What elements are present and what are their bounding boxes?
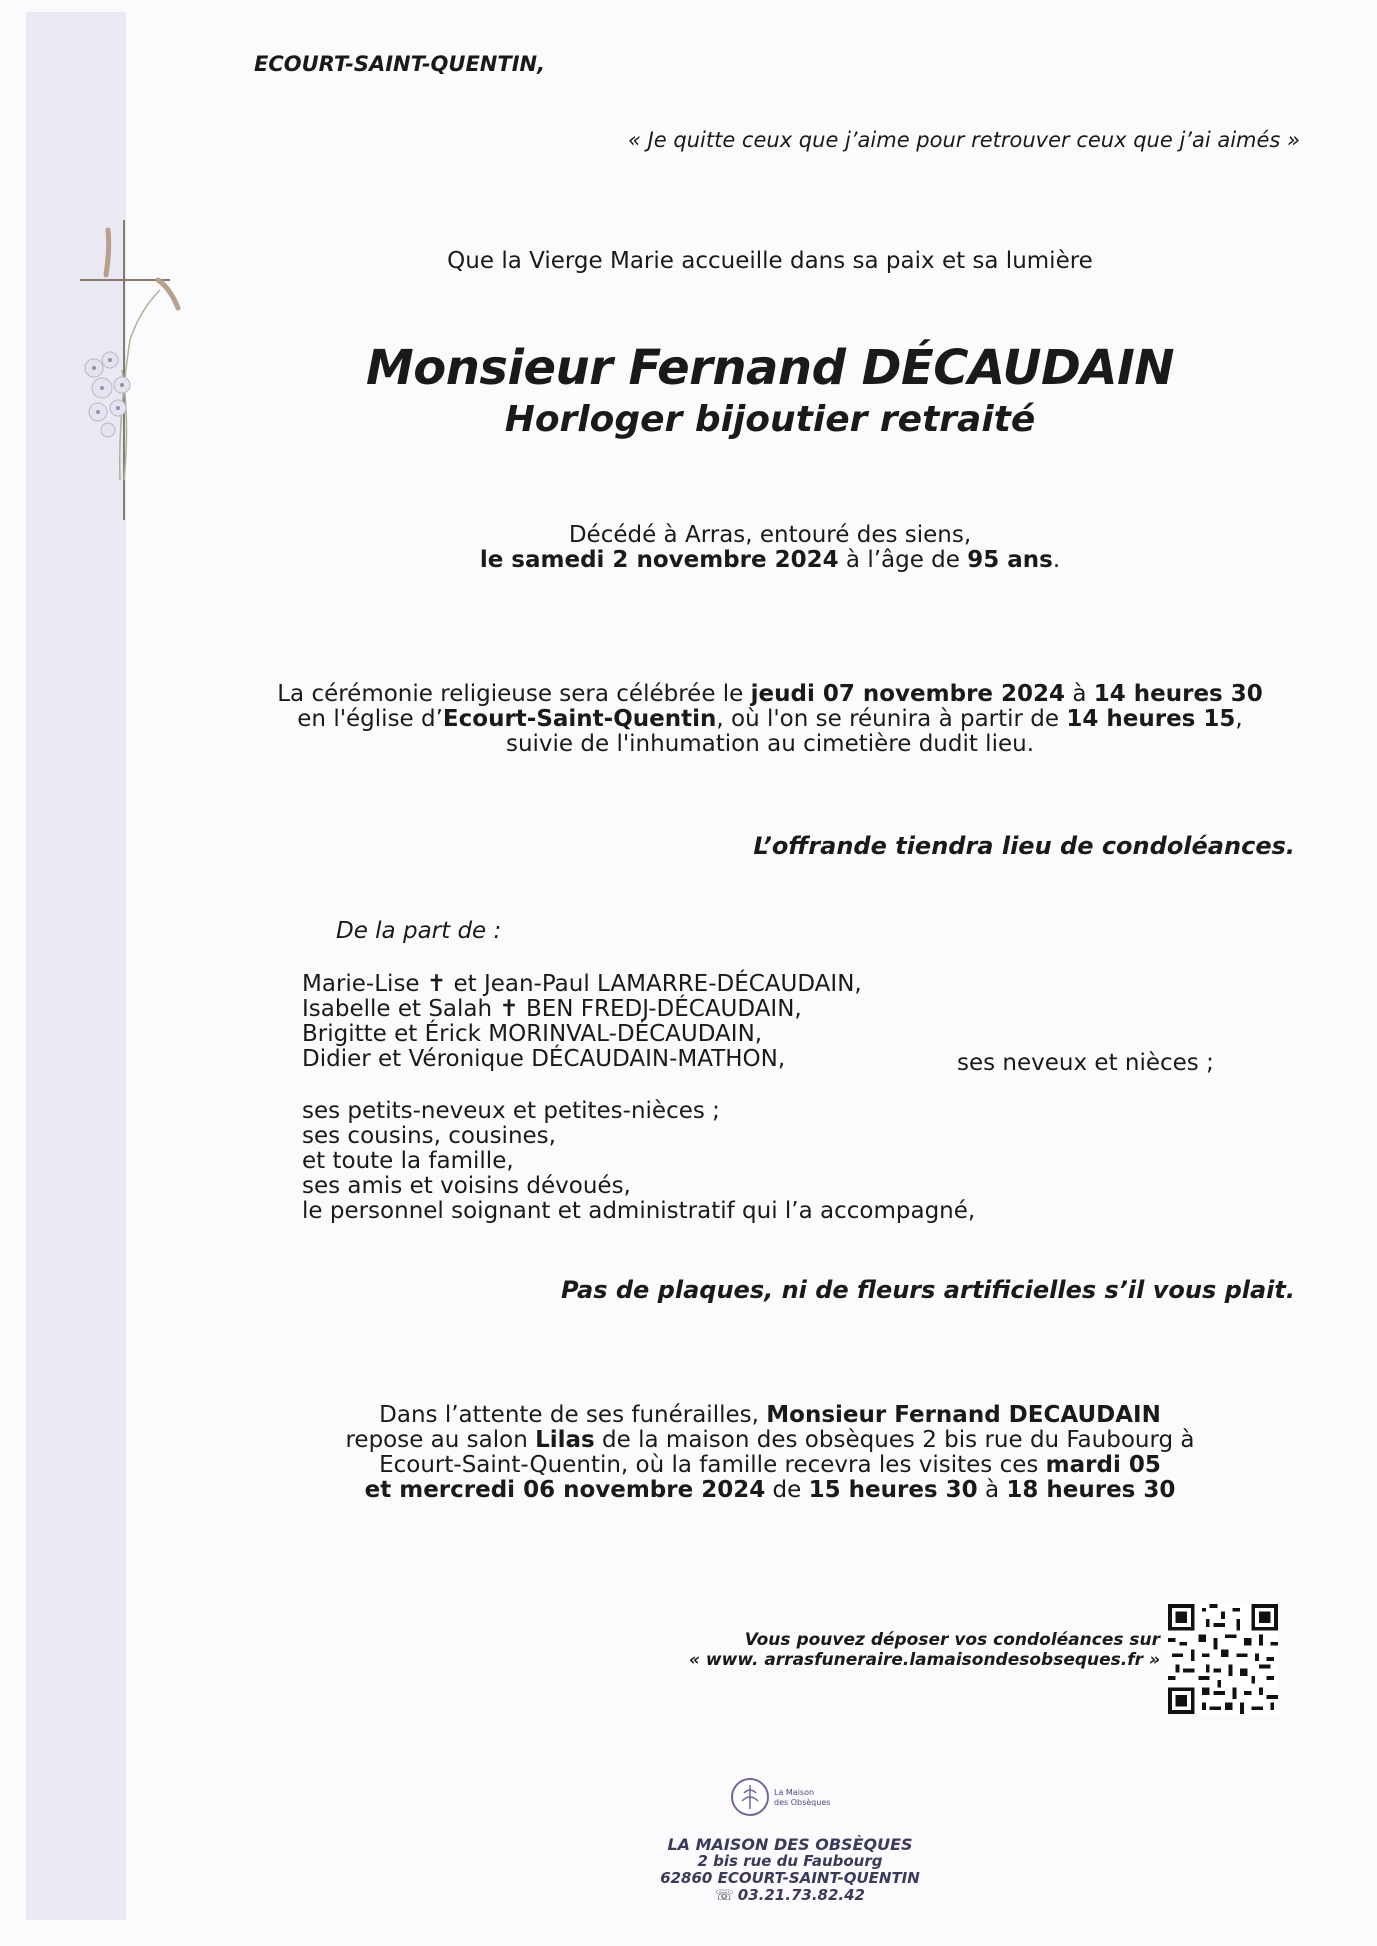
ceremony-text: , [1235,706,1243,732]
family-other: ses petits-neveux et petites-nièces ; [302,1098,720,1124]
ceremony-notice [240,682,1300,757]
ceremony-text: en l'église d’ [297,706,443,732]
visitation-notice [300,1403,1240,1503]
ceremony-text: La cérémonie religieuse sera célébrée le [277,681,751,707]
prayer-line: Que la Vierge Marie accueille dans sa paix et sa lumière [447,248,1093,274]
offering-note: L’offrande tiendra lieu de condoléances. [753,832,1295,860]
visitation-text: repose au salon [345,1427,536,1453]
death-date-line [300,548,1240,573]
death-notice [300,523,1240,573]
visitation-name: Monsieur Fernand DECAUDAIN [766,1402,1161,1428]
family-other: ses cousins, cousines, [302,1123,556,1149]
family-member: Didier et Véronique DÉCAUDAIN-MATHON, [302,1046,786,1072]
cross-flower-icon [60,220,190,540]
visitation-line-3 [300,1453,1240,1478]
death-place: Décédé à Arras, entouré des siens, [568,522,972,548]
town-heading: ECOURT-SAINT-QUENTIN, [254,52,546,76]
ceremony-place: Ecourt-Saint-Quentin [442,706,717,732]
funeral-home-street: 2 bis rue du Faubourg [697,1852,883,1870]
funeral-home-name: LA MAISON DES OBSÈQUES [667,1835,913,1854]
family-member: Brigitte et Érick MORINVAL-DÉCAUDAIN, [302,1021,763,1047]
death-date: le samedi 2 novembre 2024 [479,547,839,573]
visitation-text: de [765,1477,809,1503]
ceremony-text: , où l'on se réunira à partir de [716,706,1067,732]
ceremony-line-1 [240,682,1300,707]
funeral-home-phone[interactable]: 03.21.73.82.42 [737,1886,865,1904]
deceased-name: Monsieur Fernand DÉCAUDAIN [366,340,1174,396]
age-prefix: à l’âge de [838,547,968,573]
ceremony-date: jeudi 07 novembre 2024 [750,681,1066,707]
family-other: et toute la famille, [302,1148,514,1174]
condolences-line: Vous pouvez déposer vos condoléances sur [744,1630,1160,1650]
family-members [302,972,862,1072]
epitaph-quote: « Je quitte ceux que j’aime pour retrouver ceux que j’ai aimés » [627,128,1300,152]
funeral-home-phone-line [550,1887,1030,1904]
visitation-to: 18 heures 30 [1006,1477,1176,1503]
ceremony-meet-time: 14 heures 15 [1066,706,1236,732]
family-role: ses neveux et nièces ; [957,1050,1214,1076]
family-other: ses amis et voisins dévoués, [302,1173,631,1199]
family-intro: De la part de : [336,918,502,944]
visitation-day-2: et mercredi 06 novembre 2024 [364,1477,766,1503]
qr-code-icon[interactable] [1168,1604,1278,1714]
ceremony-line-2 [240,707,1300,732]
family-member: Marie-Lise ✝ et Jean-Paul LAMARRE-DÉCAUDAIN, [302,971,862,997]
visitation-day-1: mardi 05 [1045,1452,1161,1478]
ceremony-text: à [1065,681,1094,707]
family-other: le personnel soignant et administratif qui l’a accompagné, [302,1198,976,1224]
funeral-home-logo [730,1775,840,1825]
funeral-home-address [550,1836,1030,1904]
age-end: . [1052,547,1061,573]
visitation-text: de la maison des obsèques 2 bis rue du Faubourg à [594,1427,1195,1453]
deceased-occupation: Horloger bijoutier retraité [504,399,1036,440]
visitation-text: Ecourt-Saint-Quentin, où la famille recevra les visites ces [379,1452,1046,1478]
visitation-text: à [977,1477,1007,1503]
logo-text-2: des Obsèques [774,1798,831,1807]
visitation-from: 15 heures 30 [808,1477,978,1503]
no-plaques-note: Pas de plaques, ni de fleurs artificielles s’il vous plait. [560,1276,1295,1304]
ceremony-line-3: suivie de l'inhumation au cimetière dudit lieu. [505,731,1035,757]
funeral-home-city: 62860 ECOURT-SAINT-QUENTIN [660,1869,920,1887]
family-others [302,1099,975,1224]
family-member: Isabelle et Salah ✝ BEN FREDJ-DÉCAUDAIN, [302,996,802,1022]
death-age: 95 ans [967,547,1053,573]
visitation-salon: Lilas [535,1427,595,1453]
visitation-line-2 [300,1428,1240,1453]
visitation-line-1 [300,1403,1240,1428]
phone-icon: ☏ [715,1886,734,1904]
logo-text-1: La Maison [774,1788,815,1797]
condolences-url[interactable]: « www. arrasfuneraire.lamaisondesobseques.fr » [688,1650,1160,1670]
visitation-text: Dans l’attente de ses funérailles, [379,1402,767,1428]
ceremony-time: 14 heures 30 [1093,681,1263,707]
visitation-line-4 [300,1478,1240,1503]
condolences-note [600,1630,1160,1670]
